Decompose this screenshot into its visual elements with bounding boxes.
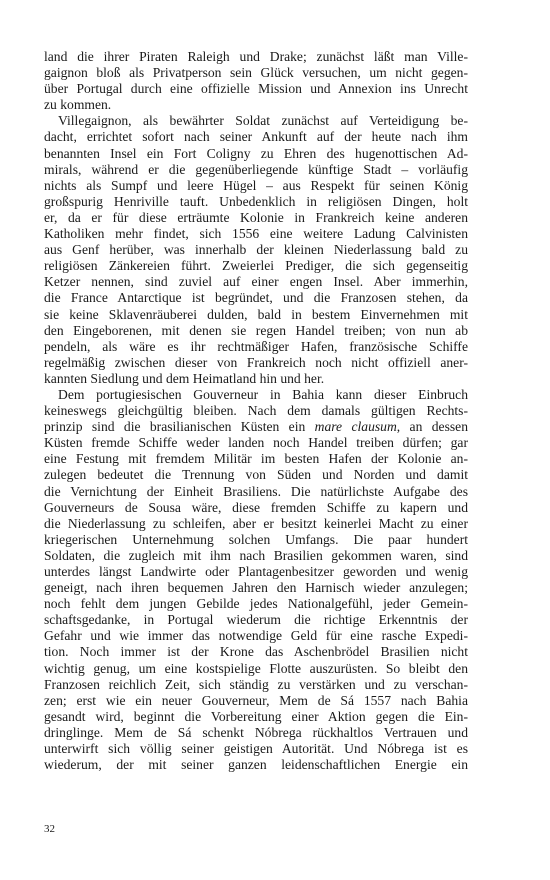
text-line: die Niederlassung zu schleifen, aber er besitzt keinerlei Macht zu einer [44,515,468,531]
text-line: gaignon bloß als Privatperson sein Glück versuchen, um nicht gegen- [44,65,468,81]
page-body [44,49,468,773]
page-number: 32 [44,823,55,835]
text-line: nichts als Sumpf und leere Hügel – aus Respekt für seinen König [44,177,468,193]
text-line: zulegen bedeutet die Trennung von Süden und Norden und damit [44,467,468,483]
text-line: Gouverneurs de Sousa wäre, diese fremden Schiffe zu kapern und [44,499,468,515]
text-line: kriegerischen Unternehmung solchen Umfangs. Die paar hundert [44,531,468,547]
text-line: die France Antarctique ist begründet, und die Franzosen stehen, da [44,290,468,306]
text-line: die Vernichtung der Einheit Brasiliens. Die natürlichste Aufgabe des [44,483,468,499]
text-line: kannten Siedlung und dem Heimatland hin und her. [44,370,325,386]
text-line: unterwirft sich völlig seiner geistigen Autorität. Und Nóbrega ist es [44,741,468,757]
text-line: dringlinge. Mem de Sá schenkt Nóbrega rückhaltlos Vertrauen und [44,724,468,740]
text-line: religiösen Zänkereien führt. Zweierlei Prediger, die sich gegenseitig [44,258,468,274]
paragraph-3 [44,387,468,773]
text-line: unterdes längst Landwirte oder Plantagenbesitzer geworden und wenig [44,564,468,579]
text-line: dacht, errichtet sofort nach seiner Ankunft auf der heute nach ihm [44,129,468,145]
text-line: Gefahr und wie immer das notwendige Geld für eine rasche Expedi- [44,628,468,644]
text-line: zu kommen. [44,97,112,113]
text-line: eine Festung mit fremdem Militär im besten Hafen der Kolonie an- [44,451,468,467]
text-line: Soldaten, die zugleich mit ihm nach Brasilien gekommen waren, sind [44,547,468,563]
text-line: keineswegs gleichgültig bleiben. Nach dem damals gültigen Rechts- [44,403,468,419]
text-line: gesandt wird, beginnt die Vorbereitung einer Aktion gegen die Ein- [44,708,468,724]
text-line: sie keine Sklavenräuberei dulden, bald in bestem Einvernehmen mit [44,306,468,322]
text-line: land die ihrer Piraten Raleigh und Drake; zunächst läßt man Ville- [44,49,468,64]
text-line: großspurig Henriville tauft. Unbedenklich in religiösen Dingen, holt [44,193,468,209]
paragraph-2 [44,113,468,387]
text-line: benannten Insel ein Fort Coligny zu Ehren des hugenottischen Ad- [44,145,468,161]
text-line: wiederum, der mit seiner ganzen leidenschaftlichen Energie ein [44,757,468,773]
text-line: Franzosen reichlich Zeit, sich ständig zu verstärken und zu verschan- [44,676,468,692]
text-line: tion. Noch immer ist der Krone das Aschenbrödel Brasilien nicht [44,644,468,660]
text-line: Küsten fremde Schiffe weder landen noch Handel treiben dürfen; gar [44,435,468,451]
text-line: Dem portugiesischen Gouverneur in Bahia kann dieser Einbruch [58,386,468,402]
paragraph-1 [44,49,468,113]
text-line: Katholiken mehr findet, sich 1556 eine weitere Ladung Calvinisten [44,226,468,242]
text-line: geneigt, nach ihren bequemen Jahren den Harnisch wieder anzulegen; [44,580,468,596]
text-line: schaftsgedanke, in Portugal wiederum die richtige Erkenntnis der [44,612,468,628]
text-line: zen; erst wie ein neuer Gouverneur, Mem de Sá 1557 nach Bahia [44,692,468,708]
text-line: pendeln, als wäre es ihr rechtmäßiger Hafen, französische Schiffe [44,338,468,354]
text-line: aus Genf herüber, was innerhalb der kleinen Niederlassung bald zu [44,242,468,258]
text-line: noch fehlt dem jungen Gebilde jedes Nationalgefühl, jeder Gemein- [44,596,468,612]
text-line: prinzip sind die brasilianischen Küsten ein mare clausum, an dessen [44,419,468,435]
text-line: regelmäßig zwischen dieser von Frankreich noch nicht offiziell aner- [44,354,468,370]
text-line: wichtig genug, um eine kostspielige Flotte auszurüsten. So bleibt den [44,660,468,676]
text-line: er, da er für diese erträumte Kolonie in Frankreich keine anderen [44,209,468,225]
text-line: den Eingeborenen, mit denen sie regen Handel treiben; von nun ab [44,322,468,338]
text-line: Ketzer nennen, sind zuviel auf einer engen Insel. Aber immerhin, [44,274,468,290]
text-line: mirals, während er die gegenüberliegende künftige Stadt – vorläufig [44,161,468,177]
text-line: über Portugal durch eine offizielle Mission und Annexion ins Unrecht [44,81,468,97]
text-line: Villegaignon, als bewährter Soldat zunächst auf Verteidigung be- [58,113,468,129]
